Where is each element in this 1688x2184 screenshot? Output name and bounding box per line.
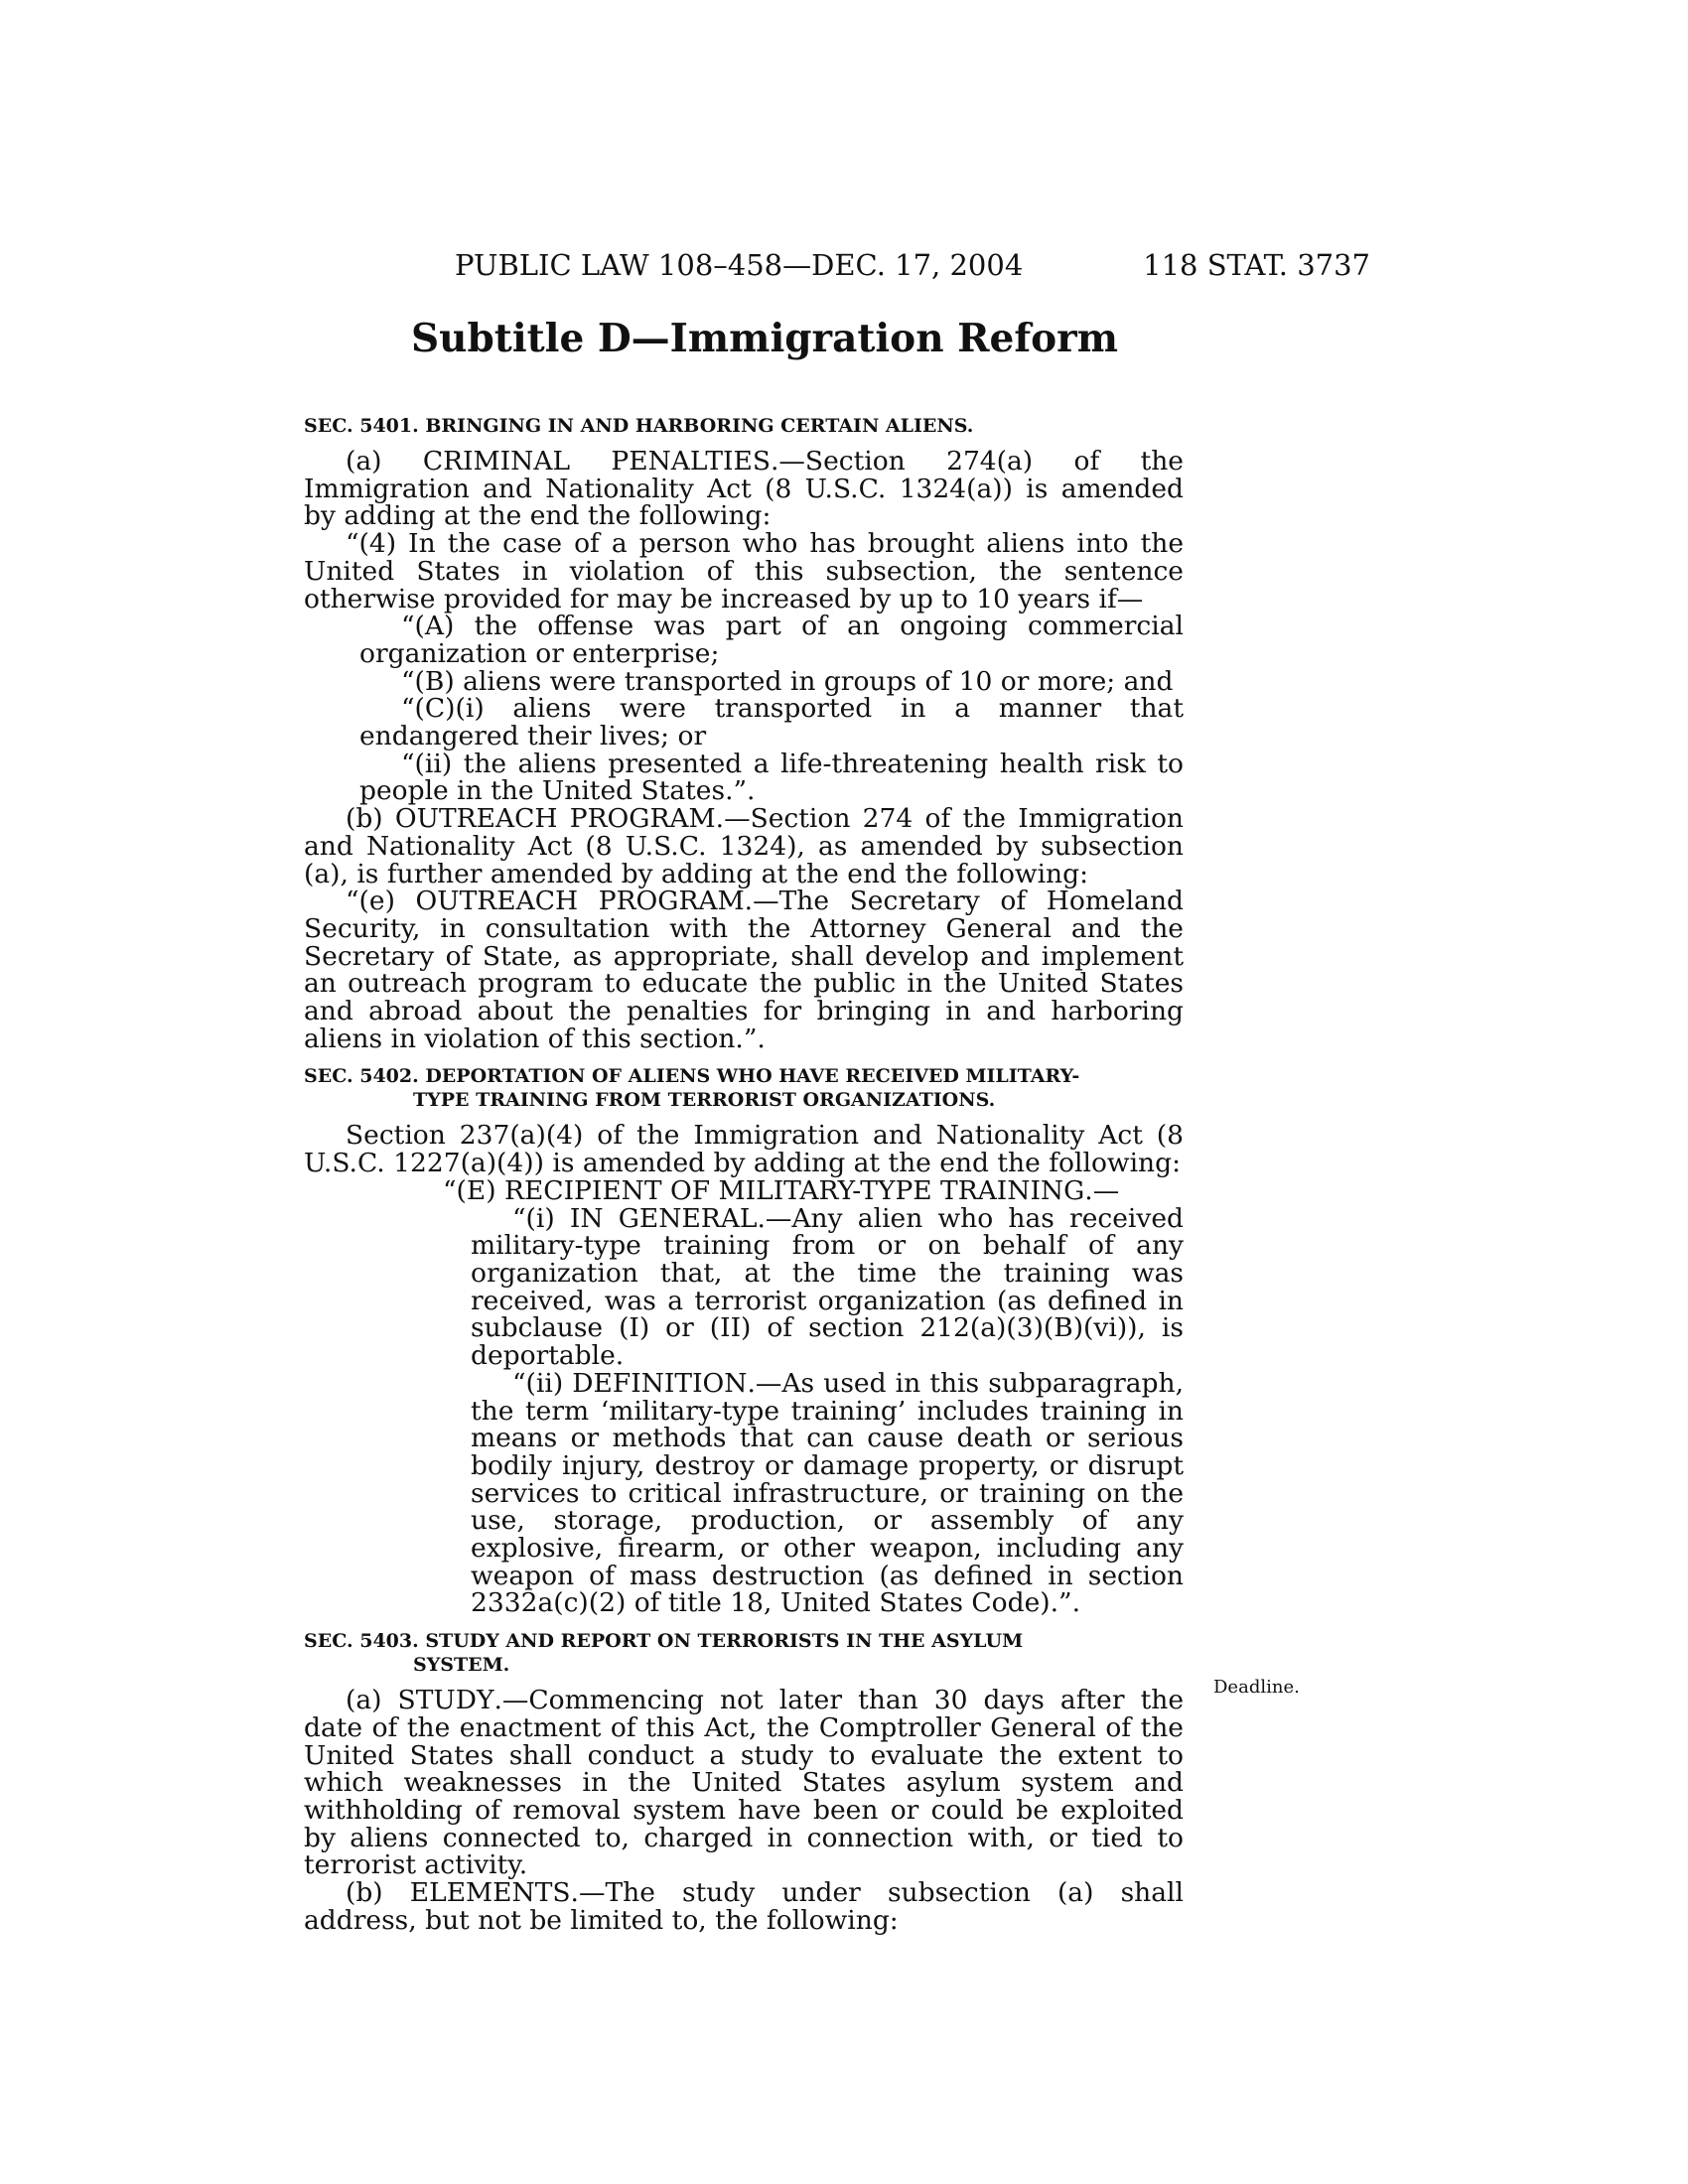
paragraph-5402-intro: Section 237(a)(4) of the Immigration and Nationality Act (8 U.S.C. 1227(a)(4)) is amended by adding at the end the following: (304, 1120, 1184, 1179)
paragraph-5401-a: (a) CRIMINAL PENALTIES.—Section 274(a) of the Immigration and Nationality Act (8 U.S.C. 1324(a)) is amended by adding at the end the following: (304, 446, 1184, 532)
paragraph-5403-b: (b) ELEMENTS.—The study under subsection (a) shall address, but not be limited to, the following: (304, 1877, 1184, 1936)
paragraph-5402-E: “(E) RECIPIENT OF MILITARY-TYPE TRAINING.— (443, 1174, 1120, 1206)
section-5403-heading: SEC. 5403. STUDY AND REPORT ON TERRORISTS IN THE ASYLUM SYSTEM. (304, 1630, 1024, 1677)
paragraph-5401-ii: “(ii) the aliens presented a life-threatening health risk to people in the United States.”. (359, 748, 1184, 807)
section-5402-heading: SEC. 5402. DEPORTATION OF ALIENS WHO HAVE RECEIVED MILITARY- TYPE TRAINING FROM TERRORIST ORGANIZATIONS. (304, 1065, 1080, 1112)
paragraph-5401-4: “(4) In the case of a person who has brought aliens into the United States in violation of this subsection, the sentence otherwise provided for may be increased by up to 10 years if— (304, 528, 1184, 614)
header-public-law: PUBLIC LAW 108–458—DEC. 17, 2004 (455, 248, 1024, 282)
section-5401-heading: SEC. 5401. BRINGING IN AND HARBORING CERTAIN ALIENS. (304, 415, 974, 437)
paragraph-5402-i: “(i) IN GENERAL.—Any alien who has received military-type training from or on behalf of any organization that, at the time the training was received, was a terrorist organization (as defined in subclause (I) or (II) of section 212(a)(3)(B)(vi)), is deportable. (471, 1202, 1185, 1372)
paragraph-5401-A: “(A) the offense was part of an ongoing commercial organization or enterprise; (359, 611, 1184, 669)
document-body (304, 402, 1184, 1934)
paragraph-5401-e: “(e) OUTREACH PROGRAM.—The Secretary of Homeland Security, in consultation with the Attorney General and the Secretary of State, as appropriate, shall develop and implement an outreach program to educate the public in the United States and abroad about the penalties for bringing in and harboring aliens in violation of this section.”. (304, 886, 1184, 1054)
paragraph-5402-ii: “(ii) DEFINITION.—As used in this subparagraph, the term ‘military-type training’ includes training in means or methods that can cause death or serious bodily injury, destroy or damage property, or disrupt services to critical infrastructure, or training on the use, storage, production, or assembly of any explosive, firearm, or other weapon, including any weapon of mass destruction (as defined in section 2332a(c)(2) of title 18, United States Code).”. (471, 1367, 1184, 1619)
paragraph-5401-C: “(C)(i) aliens were transported in a manner that endangered their lives; or (359, 693, 1184, 752)
header-stat-page: 118 STAT. 3737 (1143, 248, 1370, 282)
subtitle-heading: Subtitle D—Immigration Reform (411, 316, 1118, 361)
paragraph-5401-B: “(B) aliens were transported in groups of 10 or more; and (401, 665, 1174, 697)
paragraph-5403-a: (a) STUDY.—Commencing not later than 30 days after the date of the enactment of this Act, the Comptroller General of the United States shall conduct a study to evaluate the extent to which weaknesses in the United States asylum system and withholding of removal system have been or could be exploited by aliens connected to, charged in connection with, or tied to terrorist activity. (304, 1685, 1184, 1881)
margin-note-deadline: Deadline. (1213, 1677, 1300, 1698)
paragraph-5401-b: (b) OUTREACH PROGRAM.—Section 274 of the Immigration and Nationality Act (8 U.S.C. 1324), as amended by subsection (a), is further amended by adding at the end the following: (304, 803, 1184, 889)
